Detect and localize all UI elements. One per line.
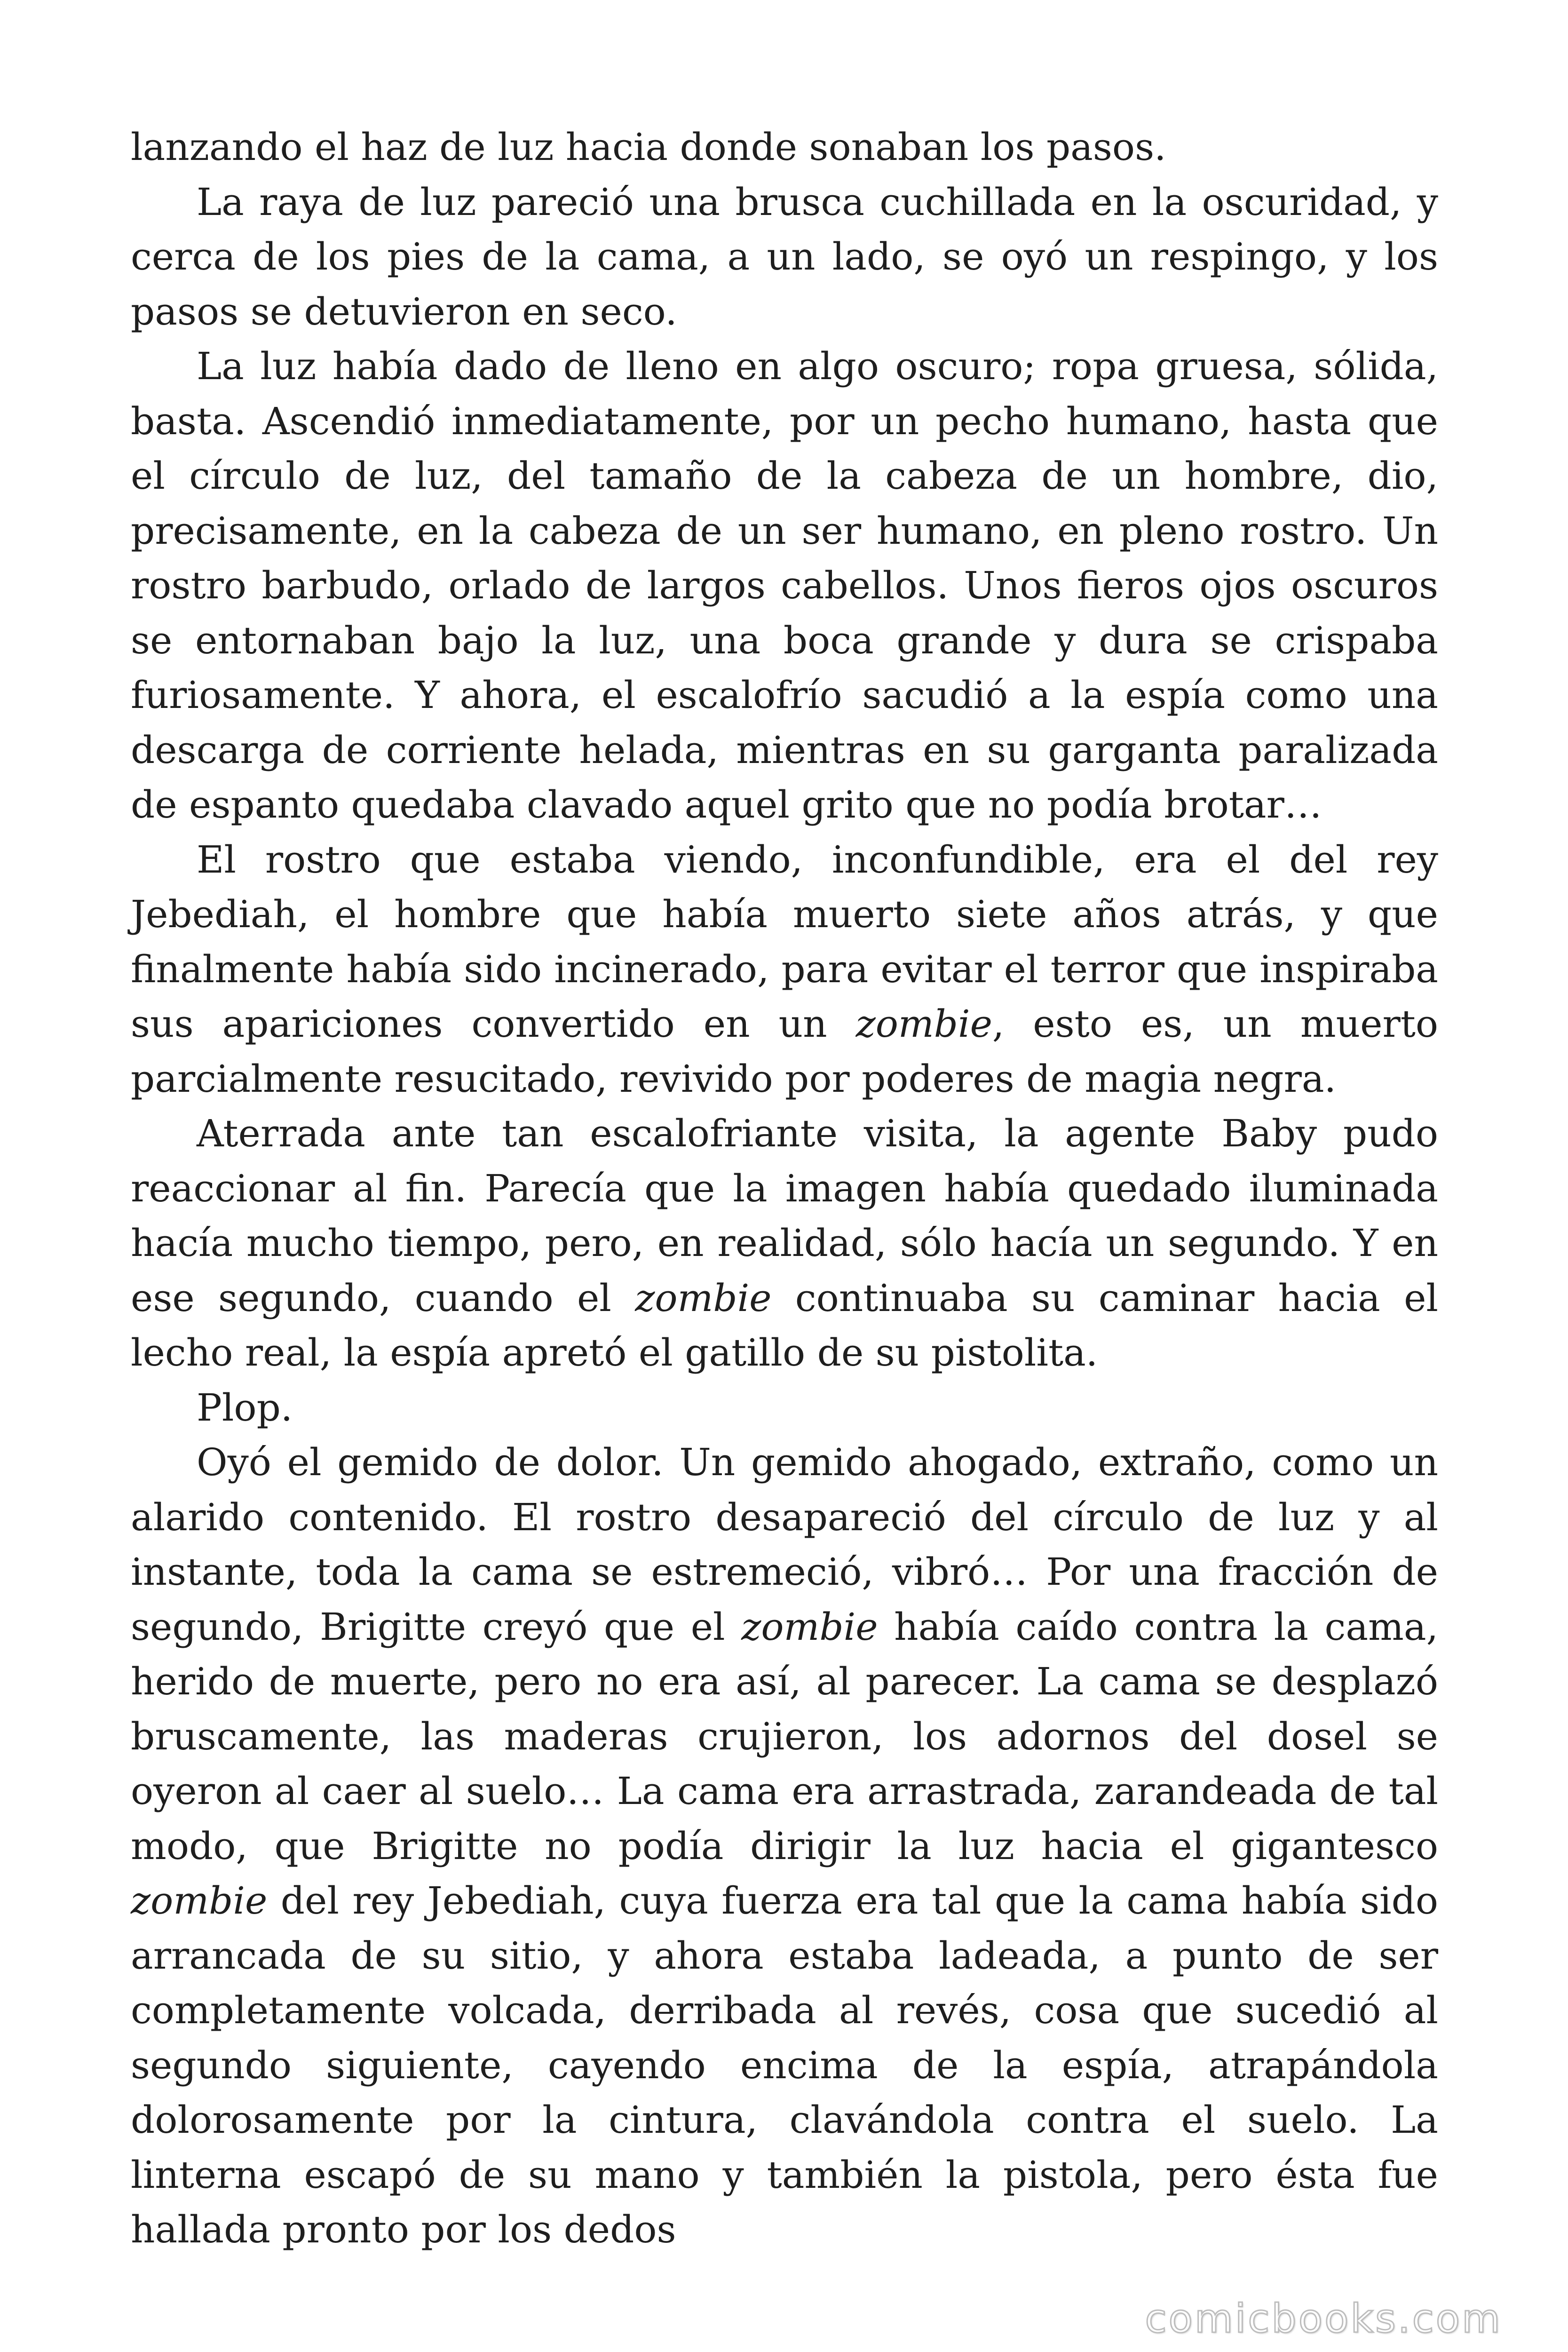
text-segment: había caído contra la cama, herido de muerte, pero no era así, al parecer. La cama se desplazó bruscamente, las maderas crujieron, los adornos del dosel se oyeron al caer al suelo… La cama era arrastrada, zarandeada de tal modo, que Brigitte no podía dirigir la luz hacia el gigantesco bbox=[131, 1605, 1438, 1868]
italic-word: zombie bbox=[635, 1276, 772, 1320]
paragraph bbox=[131, 1381, 1438, 1436]
text-segment: lanzando el haz de luz hacia donde sonaban los pasos. bbox=[131, 125, 1166, 169]
text-segment: La raya de luz pareció una brusca cuchillada en la oscuridad, y cerca de los pies de la cama, a un lado, se oyó un respingo, y los pasos se detuvieron en seco. bbox=[131, 180, 1438, 334]
paragraph bbox=[131, 1106, 1438, 1381]
paragraph bbox=[131, 175, 1438, 340]
text-segment: Aterrada ante tan escalofriante visita, la agente Baby pudo reaccionar al fin. Parecía que la imagen había quedado iluminada hacía mucho tiempo, pero, en realidad, sólo hacía un segundo. Y en ese segundo, cuando el bbox=[131, 1112, 1438, 1320]
text-segment: Plop. bbox=[197, 1385, 293, 1430]
italic-word: zombie bbox=[855, 1002, 992, 1046]
text-segment: del rey Jebediah, cuya fuerza era tal que la cama había sido arrancada de su sitio, y ahora estaba ladeada, a punto de ser completamente volcada, derribada al revés, cosa que sucedió al segundo siguiente, cayendo encima de la espía, atrapándola dolorosamente por la cintura, clavándola contra el suelo. La linterna escapó de su mano y también la pistola, pero ésta fue hallada pronto por los dedos bbox=[131, 1879, 1438, 2251]
body-text bbox=[131, 120, 1438, 2257]
paragraph bbox=[131, 833, 1438, 1107]
paragraph bbox=[131, 120, 1438, 175]
paragraph bbox=[131, 339, 1438, 833]
italic-word: zombie bbox=[741, 1605, 878, 1649]
text-segment: continuaba su caminar hacia el lecho real, la espía apretó el gatillo de su pistolita. bbox=[131, 1276, 1438, 1375]
paragraph bbox=[131, 1435, 1438, 2257]
text-segment: Oyó el gemido de dolor. Un gemido ahogado, extraño, como un alarido contenido. El rostro desapareció del círculo de luz y al instante, toda la cama se estremeció, vibró… Por una fracción de segundo, Brigitte creyó que el bbox=[131, 1440, 1438, 1649]
text-segment: La luz había dado de lleno en algo oscuro; ropa gruesa, sólida, basta. Ascendió inmediatamente, por un pecho humano, hasta que el círculo de luz, del tamaño de la cabeza de un hombre, dio, precisamente, en la cabeza de un ser humano, en pleno rostro. Un rostro barbudo, orlado de largos cabellos. Unos fieros ojos oscuros se entornaban bajo la luz, una boca grande y dura se crispaba furiosamente. Y ahora, el escalofrío sacudió a la espía como una descarga de corriente helada, mientras en su garganta paralizada de espanto quedaba clavado aquel grito que no podía brotar… bbox=[131, 344, 1438, 826]
text-segment: , esto es, un muerto parcialmente resucitado, revivido por poderes de magia negra. bbox=[131, 1002, 1439, 1101]
text-segment: El rostro que estaba viendo, inconfundible, era el del rey Jebediah, el hombre que había muerto siete años atrás, y que finalmente había sido incinerado, para evitar el terror que inspiraba sus apariciones convertido en un bbox=[131, 837, 1438, 1046]
italic-word: zombie bbox=[131, 1879, 268, 1923]
watermark: comicbooks.com bbox=[1145, 2296, 1502, 2342]
